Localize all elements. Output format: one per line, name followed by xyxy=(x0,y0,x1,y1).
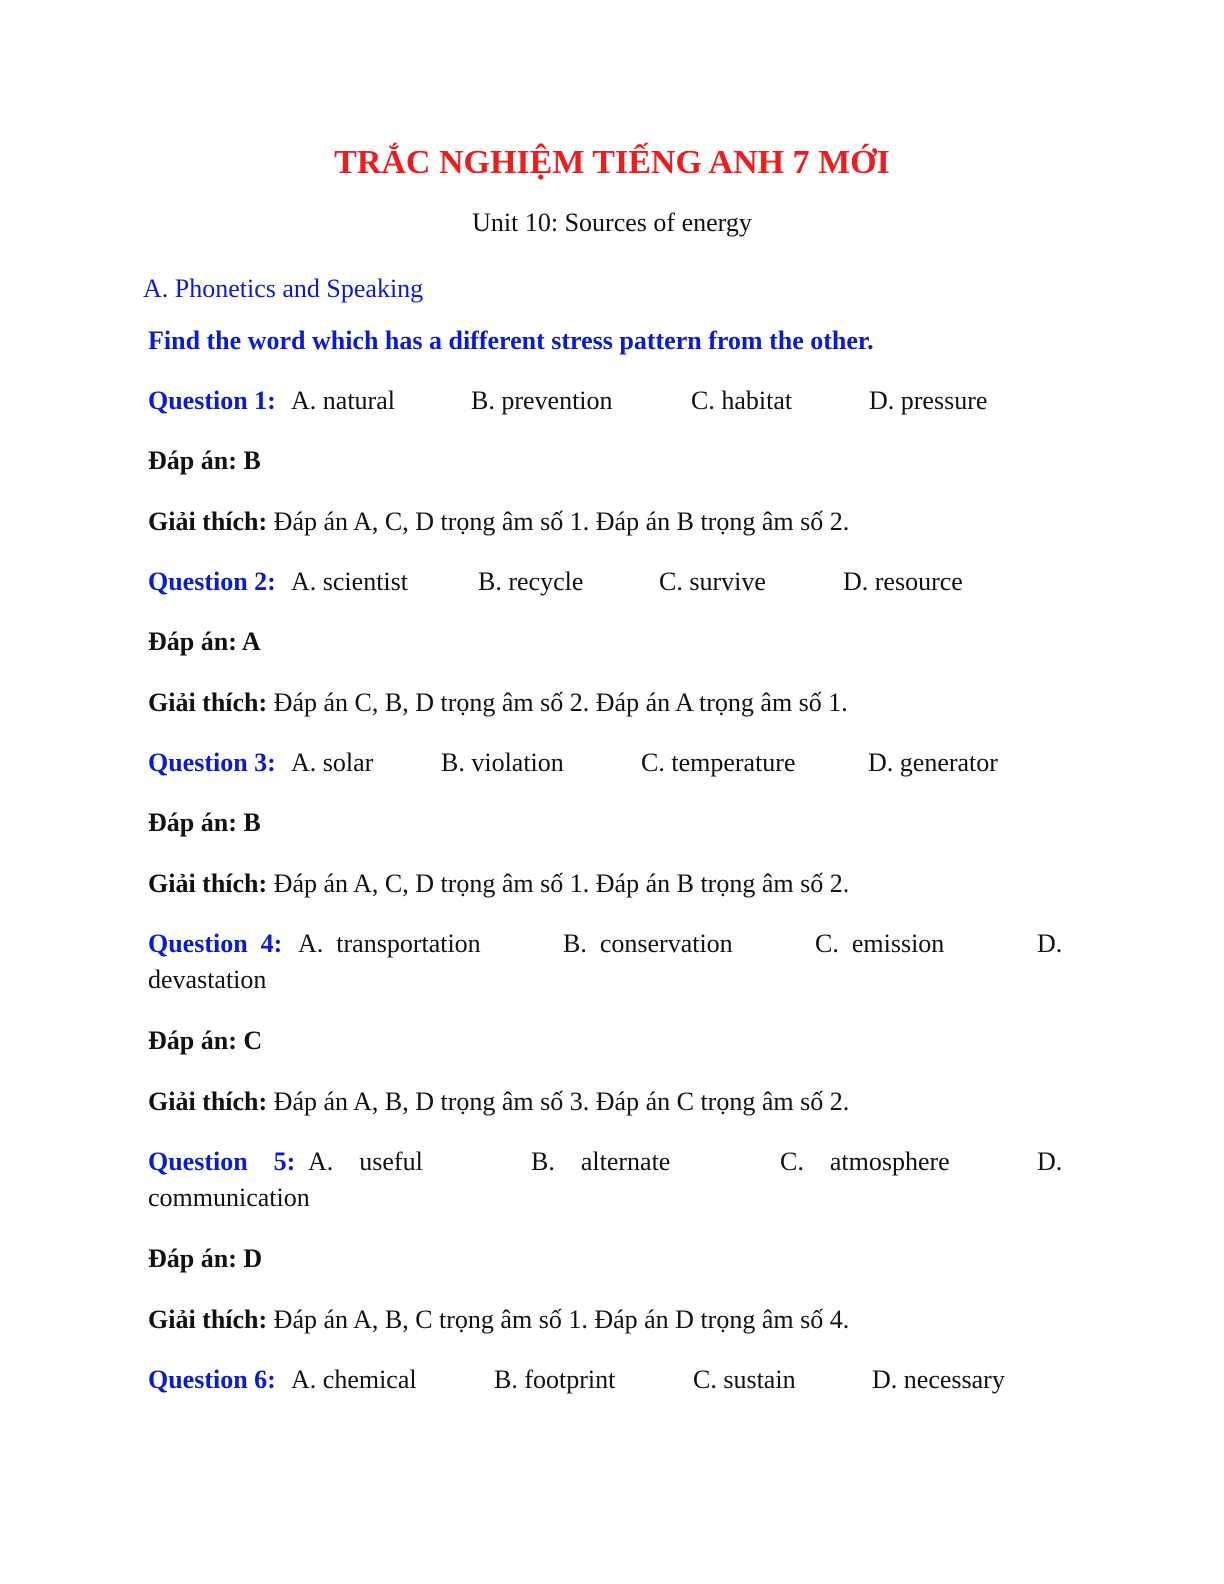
question-4-explain-label: Giải thích: xyxy=(148,1087,268,1116)
question-6-option-c: C. sustain xyxy=(693,1365,796,1394)
question-5-label: Question 5: xyxy=(148,1147,296,1176)
question-1-option-c: C. habitat xyxy=(691,386,793,415)
question-3-option-b: B. violation xyxy=(441,748,564,777)
question-3-explain-label: Giải thích: xyxy=(148,869,268,898)
question-1 xyxy=(148,383,1064,419)
question-4-option-b: B. conservation xyxy=(563,929,733,958)
question-2-option-b: B. recycle xyxy=(478,567,584,596)
question-2-explain-label: Giải thích: xyxy=(148,688,268,717)
question-1-explain-text: Đáp án A, C, D trọng âm số 1. Đáp án B trọng âm số 2. xyxy=(267,507,850,536)
question-4-option-a: A. transportation xyxy=(298,929,481,958)
question-6-label: Question 6: xyxy=(148,1365,276,1394)
question-6-option-b: B. footprint xyxy=(494,1365,616,1394)
question-6 xyxy=(148,1362,1064,1398)
question-1-option-b: B. prevention xyxy=(471,386,613,415)
question-2-option-d: D. resource xyxy=(843,567,963,596)
question-3-explain-text: Đáp án A, C, D trọng âm số 1. Đáp án B trọng âm số 2. xyxy=(267,869,850,898)
question-1-explanation xyxy=(148,504,849,540)
question-4-label: Question 4: xyxy=(148,929,283,958)
question-4-explain-text: Đáp án A, B, D trọng âm số 3. Đáp án C trọng âm số 2. xyxy=(267,1087,850,1116)
question-5-option-b: B. alternate xyxy=(531,1147,671,1176)
question-1-option-a: A. natural xyxy=(291,386,395,415)
question-4-option-d-text: devastation xyxy=(148,965,267,994)
question-1-answer: Đáp án: B xyxy=(148,446,261,475)
instruction-text: Find the word which has a different stress pattern from the other. xyxy=(148,326,874,355)
question-2 xyxy=(148,564,1064,600)
question-4 xyxy=(148,926,1064,998)
question-5-option-a: A. useful xyxy=(308,1147,423,1176)
question-6-option-d: D. necessary xyxy=(872,1365,1005,1394)
question-4-answer: Đáp án: C xyxy=(148,1026,263,1055)
question-2-explanation xyxy=(148,685,848,721)
question-2-answer: Đáp án: A xyxy=(148,627,261,656)
page-title: TRẮC NGHIỆM TIẾNG ANH 7 MỚI xyxy=(334,144,890,181)
question-5-option-d: D. xyxy=(1037,1147,1063,1176)
question-3-label: Question 3: xyxy=(148,748,276,777)
question-2-label: Question 2: xyxy=(148,567,276,596)
section-heading: A. Phonetics and Speaking xyxy=(143,274,424,303)
question-3-option-d: D. generator xyxy=(868,748,998,777)
question-5 xyxy=(148,1144,1064,1216)
question-5-explain-label: Giải thích: xyxy=(148,1305,268,1334)
question-2-option-c: C. survive xyxy=(659,567,766,596)
question-2-option-a: A. scientist xyxy=(291,567,408,596)
question-3-explanation xyxy=(148,866,849,902)
question-1-label: Question 1: xyxy=(148,386,276,415)
question-1-option-d: D. pressure xyxy=(869,386,988,415)
question-3-option-c: C. temperature xyxy=(641,748,796,777)
question-4-option-c: C. emission xyxy=(815,929,945,958)
question-5-option-d-text: communication xyxy=(148,1183,310,1212)
question-4-option-d: D. xyxy=(1037,929,1063,958)
question-6-option-a: A. chemical xyxy=(291,1365,417,1394)
question-3-answer: Đáp án: B xyxy=(148,808,261,837)
question-5-answer: Đáp án: D xyxy=(148,1244,263,1273)
question-2-explain-text: Đáp án C, B, D trọng âm số 2. Đáp án A trọng âm số 1. xyxy=(267,688,848,717)
question-3 xyxy=(148,745,1064,781)
question-5-explain-text: Đáp án A, B, C trọng âm số 1. Đáp án D trọng âm số 4. xyxy=(267,1305,850,1334)
page-subtitle: Unit 10: Sources of energy xyxy=(472,208,752,237)
question-1-explain-label: Giải thích: xyxy=(148,507,268,536)
question-5-explanation xyxy=(148,1302,849,1338)
question-4-explanation xyxy=(148,1084,849,1120)
question-3-option-a: A. solar xyxy=(291,748,374,777)
question-5-option-c: C. atmosphere xyxy=(780,1147,950,1176)
